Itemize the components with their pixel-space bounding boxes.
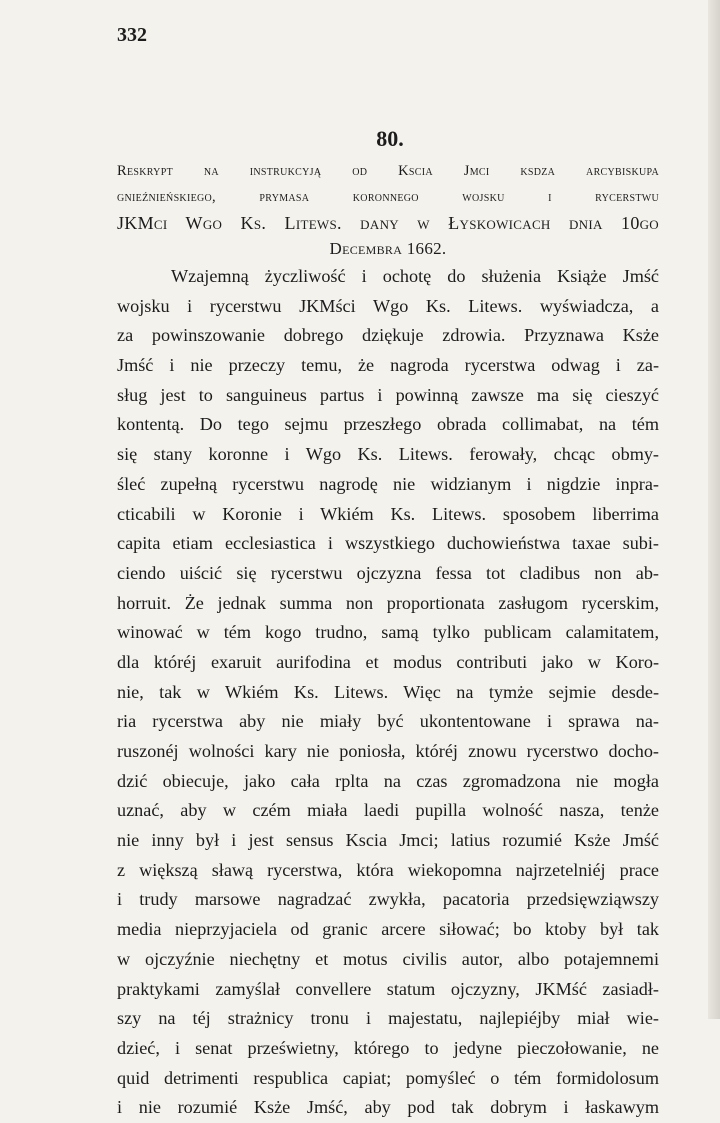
text-line: cticabili w Koronie i Wkiém Ks. Litews. sposobem liberrima [117,503,659,524]
text-line: capita etiam ecclesiastica i wszystkiego duchowieństwa taxae subi- [117,533,659,554]
text-line: Jmść i nie przeczy temu, że nagroda rycerstwa odwag i za- [117,355,659,376]
text-line: ciendo uiścić się rycerstwu ojczyzna fessa tot cladibus non ab- [117,562,659,583]
text-line: kontentą. Do tego sejmu przeszłego obrada collimabat, na tém [117,414,659,435]
text-line: ruszonéj wolności kary nie poniosła, któréj znowu rycerstwo docho- [117,741,659,761]
heading-line: Reskrypt na instrukcyją od Kscia Jmci ksdza arcybiskupa [117,163,659,179]
text-line: wojsku i rycerstwu JKMści Wgo Ks. Litews. wyświadcza, a [117,295,659,316]
text-line: się stany koronne i Wgo Ks. Litews. ferowały, chcąc obmy- [117,444,659,465]
text-line: dla któréj exaruit aurifodina et modus contributi jako w Koro- [117,651,659,672]
text-line: Wzajemną życzliwość i ochotę do służenia Książe Jmść [171,266,659,286]
page-number: 332 [117,24,147,46]
document-heading [117,158,659,262]
text-line: z większą sławą rycerstwa, która wiekopomna najrzetelniéj prace [117,859,659,880]
text-line: ria rycerstwa aby nie miały być ukontentowane i sprawa na- [117,711,659,732]
page-edge-shadow [708,0,720,1019]
text-line: quid detrimenti respublica capiat; pomyśleć o tém formidolosum [117,1067,659,1088]
text-line: nie inny był i jest sensus Kscia Jmci; latius rozumié Ksże Jmść [117,830,659,851]
text-line: horruit. Że jednak summa non proportionata zasługom rycerskim, [117,592,659,613]
document-number: 80. [376,126,404,151]
text-line: praktykami zamyślał convellere statum ojczyzny, JKMść zasiadł- [117,978,659,999]
text-line: dzić obiecuje, jako cała rplta na czas zgromadzona nie mogła [117,770,659,791]
body-text [117,262,659,1123]
heading-line: JKMci Wgo Ks. Litews. dany w Łyskowicach dnia 10go [117,213,659,233]
text-line: i trudy marsowe nagradzać zwykła, pacatoria przedsięwziąwszy [117,889,659,910]
text-line: nie, tak w Wkiém Ks. Litews. Więc na tymże sejmie desde- [117,681,659,702]
text-line: za powinszowanie dobrego dziękuje zdrowia. Przyznawa Ksże [117,325,659,346]
heading-line: gnieźnieńskiego, prymasa koronnego wojsku i rycerstwu [117,189,659,205]
text-line: winować w tém kogo trudno, samą tylko publicam calamitatem, [117,622,659,643]
text-line: w ojczyźnie niechętny et motus civilis autor, albo potajemnemi [117,948,659,969]
text-line: szy na téj strażnicy tronu i majestatu, najlepiéjby miał wie- [117,1008,659,1029]
text-line: i nie rozumié Ksże Jmść, aby pod tak dobrym i łaskawym [117,1097,659,1118]
text-line: sług jest to sanguineus partus i powinną zawsze ma się cieszyć [117,384,659,405]
heading-line: Decembra 1662. [329,239,447,258]
text-line: uznać, aby w czém miała laedi pupilla wolność nasza, tenże [117,800,659,821]
text-line: media nieprzyjaciela od granic arcere siłować; bo ktoby był tak [117,919,659,940]
text-line: dzieć, i senat prześwietny, którego to jedyne pieczołowanie, ne [117,1037,659,1058]
text-line: śleć zupełną rycerstwu nagrodę nie widzianym i nigdzie inpra- [117,473,659,494]
